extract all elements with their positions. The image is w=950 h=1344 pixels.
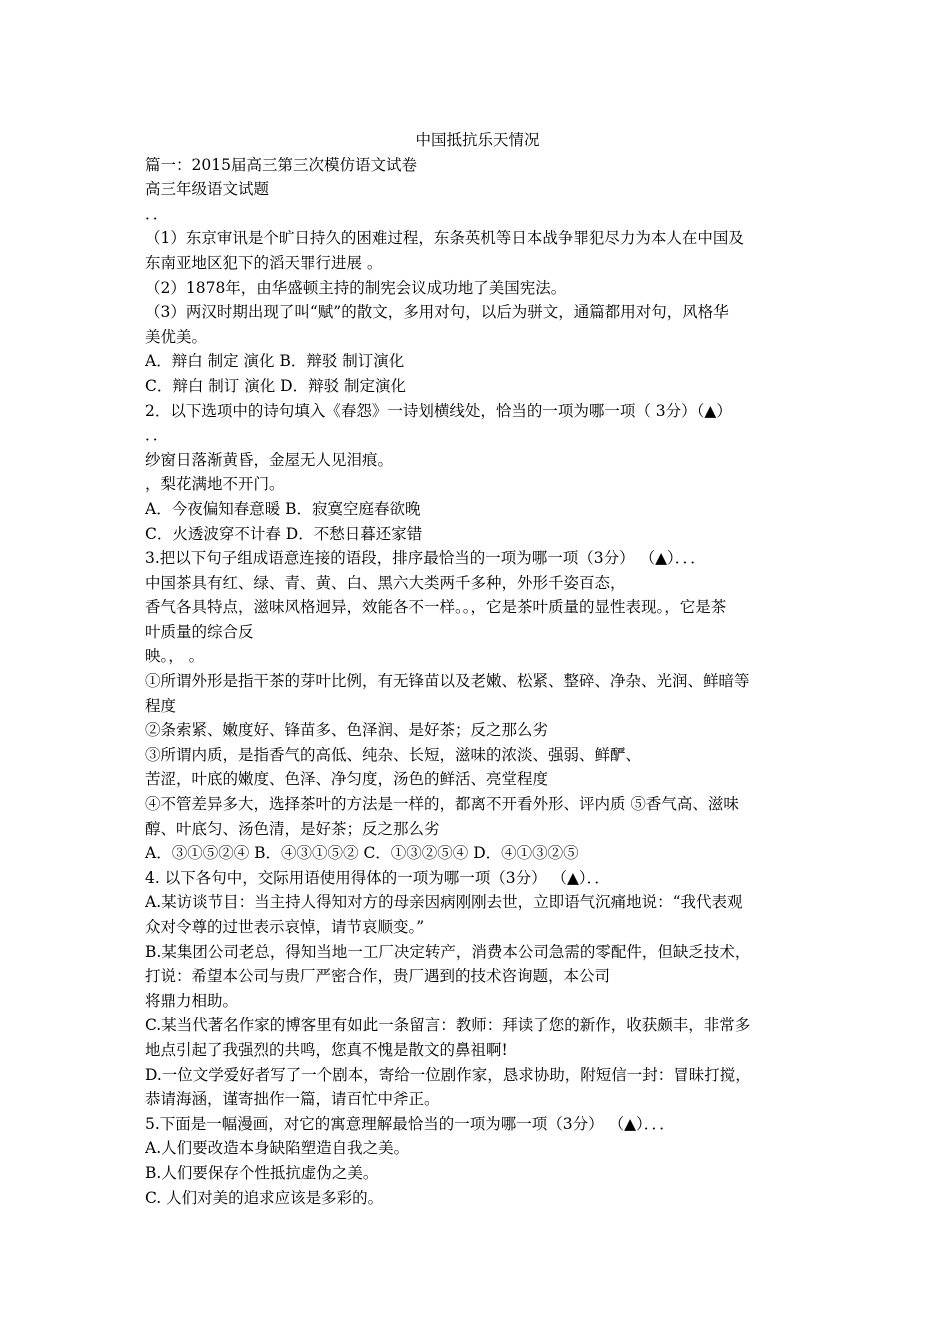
- text-line: ．．: [145, 204, 169, 223]
- text-line: 2．以下选项中的诗句填入《春怨》一诗划横线处，恰当的一项为哪一项（ 3分）（▲）: [145, 401, 732, 420]
- text-line: ④不管差异多大，选择茶叶的方法是一样的，都离不开看外形、评内质 ⑤香气高、滋味: [145, 795, 739, 814]
- text-line: C. 人们对美的追求应该是多彩的。: [145, 1188, 384, 1207]
- text-line: 映。， 。: [145, 647, 205, 666]
- text-line: B.某集团公司老总，得知当地一工厂决定转产，消费本公司急需的零配件，但缺乏技术，: [145, 942, 751, 961]
- text-line: ，梨花满地不开门。: [145, 475, 285, 494]
- text-line: 篇一：2015届高三第三次模仿语文试卷: [145, 155, 417, 174]
- document-title: 中国抵抗乐天情况: [415, 131, 540, 149]
- text-line: ．．: [145, 426, 169, 445]
- text-line: 醇、叶底匀、汤色清，是好茶；反之那么劣: [145, 819, 440, 838]
- document-page: [145, 128, 810, 1210]
- text-line: 美优美。: [145, 327, 208, 346]
- text-line: A.人们要改造本身缺陷塑造自我之美。: [145, 1139, 410, 1158]
- text-line: 东南亚地区犯下的滔天罪行进展 。: [145, 253, 383, 272]
- text-line: 纱窗日落渐黄昏，金屋无人见泪痕。: [145, 450, 394, 469]
- text-line: 4. 以下各句中，交际用语使用得体的一项为哪一项（3分） （▲）．．: [145, 868, 610, 887]
- text-line: ①所谓外形是指干茶的芽叶比例，有无锋苗以及老嫩、松紧、整碎、净杂、光润、鲜暗等: [145, 672, 750, 691]
- text-line: ③所谓内质，是指香气的高低、纯杂、长短，滋味的浓淡、强弱、鲜酽、: [145, 745, 642, 764]
- text-line: 苦涩，叶底的嫩度、色泽、净匀度，汤色的鲜活、亮堂程度: [145, 770, 549, 789]
- text-line: C．火透波穿不计春 D．不愁日暮还家错: [145, 524, 423, 543]
- text-line: 中国茶具有红、绿、青、黄、白、黑六大类两千多种，外形千姿百态，: [145, 573, 626, 592]
- text-line: 打说：希望本公司与贵厂严密合作，贵厂遇到的技术咨询题，本公司: [145, 967, 611, 986]
- text-line: A．辩白 制定 演化 B．辩驳 制订演化: [145, 352, 405, 371]
- document-body: [145, 153, 810, 1211]
- text-line: （3）两汉时期出现了叫“赋”的散文，多用对句，以后为骈文，通篇都用对句，风格华: [145, 303, 729, 322]
- text-line: ②条索紧、嫩度好、锋苗多、色泽润、是好茶；反之那么劣: [145, 721, 549, 740]
- text-line: 3.把以下句子组成语意连接的语段，排序最恰当的一项为哪一项（3分） （▲）．．．: [145, 549, 706, 568]
- text-line: D.一位文学爱好者写了一个剧本，寄给一位剧作家，恳求协助，附短信一封：冒昧打搅，: [145, 1065, 751, 1084]
- text-line: C．辩白 制订 演化 D．辩驳 制定演化: [145, 376, 406, 395]
- text-line: 香气各具特点，滋味风格迥异，效能各不一样。。，它是茶叶质量的显性表现。，它是茶: [145, 598, 727, 617]
- text-line: 地点引起了我强烈的共鸣，您真不愧是散文的鼻祖啊!: [145, 1040, 508, 1059]
- text-line: B.人们要保存个性抵抗虚伪之美。: [145, 1163, 379, 1182]
- text-line: 5.下面是一幅漫画，对它的寓意理解最恰当的一项为哪一项（3分） （▲）．．．: [145, 1114, 675, 1133]
- text-line: 高三年级语文试题: [145, 180, 270, 199]
- text-line: A．③①⑤②④ B．④③①⑤② C．①③②⑤④ D．④①③②⑤: [145, 844, 579, 863]
- text-line: 众对令尊的过世表示哀悼，请节哀顺变。”: [145, 918, 425, 936]
- text-line: A．今夜偏知春意暖 B．寂寞空庭春欲晚: [145, 499, 421, 518]
- text-line: 恭请海涵，谨寄拙作一篇，请百忙中斧正。: [145, 1090, 440, 1109]
- text-line: C.某当代著名作家的博客里有如此一条留言：教师：拜读了您的新作，收获颇丰，非常多: [145, 1016, 751, 1035]
- text-line: 叶质量的综合反: [145, 622, 254, 641]
- text-line: A.某访谈节目：当主持人得知对方的母亲因病刚刚去世，立即语气沉痛地说：“我代表观: [145, 893, 743, 912]
- text-line: （1）东京审讯是个旷日持久的困难过程，东条英机等日本战争罪犯尽力为本人在中国及: [145, 229, 744, 248]
- text-line: 程度: [145, 696, 177, 715]
- text-line: 将鼎力相助。: [145, 991, 239, 1010]
- text-line: （2）1878年，由华盛顿主持的制宪会议成功地了美国宪法。: [145, 278, 567, 297]
